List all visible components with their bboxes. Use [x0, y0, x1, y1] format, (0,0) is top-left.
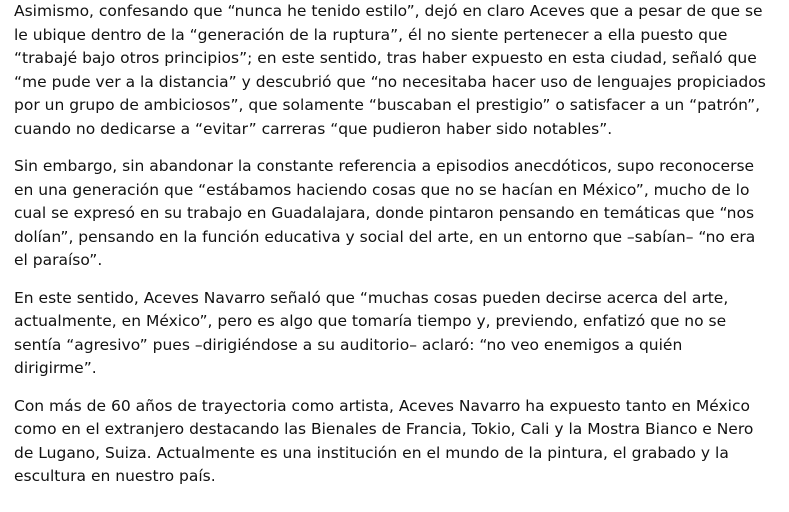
- paragraph-line: “me pude ver a la distancia” y descubrió que “no necesitaba hacer uso de lenguajes propiciados: [14, 72, 766, 91]
- paragraph-line: como en el extranjero destacando las Bienales de Francia, Tokio, Cali y la Mostra Bianco e Nero: [14, 420, 754, 438]
- article-paragraph: [14, 0, 775, 141]
- paragraph-line: dolían”, pensando en la función educativa y social del arte, en un entorno que –sabían– “no era: [14, 227, 756, 246]
- paragraph-line: En este sentido, Aceves Navarro señaló que “muchas cosas pueden decirse acerca del arte,: [14, 288, 729, 307]
- article-paragraph: [14, 287, 775, 381]
- article-paragraph: [14, 395, 775, 489]
- paragraph-line: Con más de 60 años de trayectoria como artista, Aceves Navarro ha expuesto tanto en México: [14, 396, 750, 415]
- paragraph-line: en una generación que “estábamos haciendo cosas que no se hacían en México”, mucho de lo: [14, 180, 750, 199]
- paragraph-line: “trabajé bajo otros principios”; en este sentido, tras haber expuesto en esta ciudad, señaló que: [14, 49, 757, 67]
- paragraph-line: Sin embargo, sin abandonar la constante referencia a episodios anecdóticos, supo reconocerse: [14, 157, 755, 175]
- paragraph-line: por un grupo de ambiciosos”, que solamente “buscaban el prestigio” o satisfacer a un “patrón”,: [14, 96, 761, 114]
- paragraph-line: dirigirme”.: [14, 359, 97, 377]
- paragraph-line: el paraíso”.: [14, 251, 103, 269]
- paragraph-line: Asimismo, confesando que “nunca he tenido estilo”, dejó en claro Aceves que a pesar de que se: [14, 2, 763, 20]
- paragraph-line: le ubique dentro de la “generación de la ruptura”, él no siente pertenecer a ella puesto que: [14, 25, 728, 44]
- paragraph-line: escultura en nuestro país.: [14, 467, 216, 485]
- paragraph-line: cuando no dedicarse a “evitar” carreras “que pudieron haber sido notables”.: [14, 119, 613, 138]
- paragraph-line: de Lugano, Suiza. Actualmente es una institución en el mundo de la pintura, el grabado y la: [14, 443, 729, 462]
- paragraph-line: cual se expresó en su trabajo en Guadalajara, donde pintaron pensando en temáticas que “nos: [14, 204, 755, 222]
- article-paragraph: [14, 155, 775, 273]
- paragraph-line: sentía “agresivo” pues –dirigiéndose a su auditorio– aclaró: “no veo enemigos a quién: [14, 335, 683, 354]
- paragraph-line: actualmente, en México”, pero es algo que tomaría tiempo y, previendo, enfatizó que no se: [14, 312, 727, 330]
